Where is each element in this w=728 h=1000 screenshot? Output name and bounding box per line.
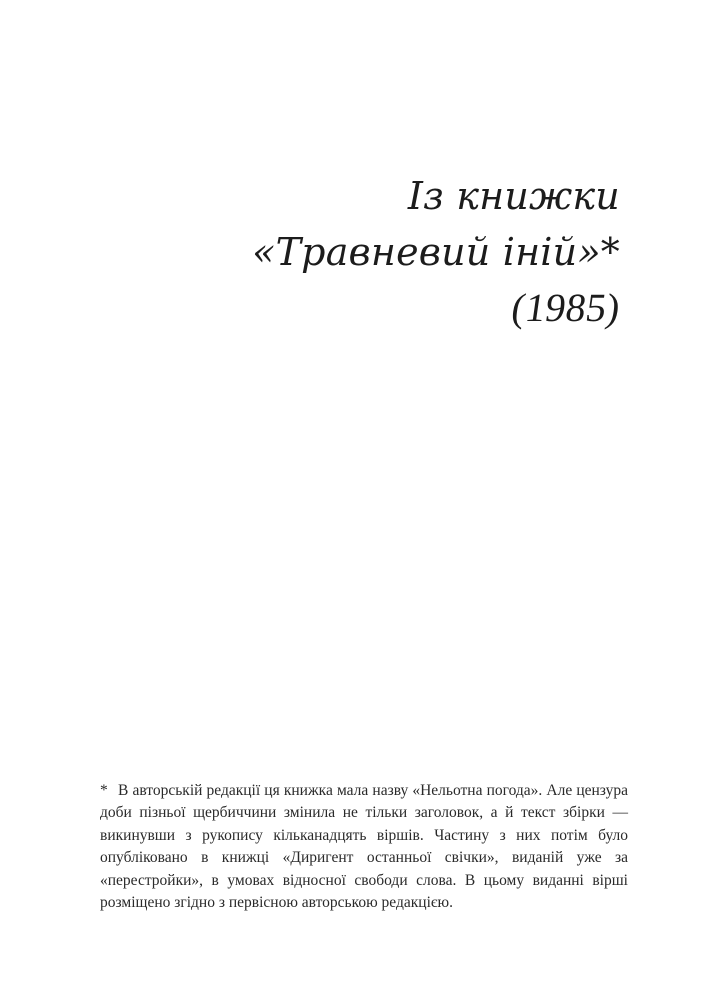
title-line-3 xyxy=(252,280,624,336)
footnote-text: В авторській редакції ця книжка мала назву «Нельотна погода». Але цензура доби пізньої щербиччини змінила не тільки заголовок, а й текст збірки — викинувши з рукопису кільканадцять віршів. Частину з них потім було опубліковано в книжці «Диригент останньої свічки», виданій уже за «перестройки», в умовах відносної свободи слова. В цьому виданні вірші розміщено згідно з первісною авторською редакцією. xyxy=(100,782,628,912)
section-title xyxy=(252,168,624,336)
title-year: (1985) xyxy=(509,285,624,330)
title-line-1: Із книжки xyxy=(407,174,620,218)
footnote xyxy=(100,780,628,914)
footnote-marker: * xyxy=(100,782,108,799)
title-line-2: «Травневий іній»* xyxy=(252,230,620,274)
